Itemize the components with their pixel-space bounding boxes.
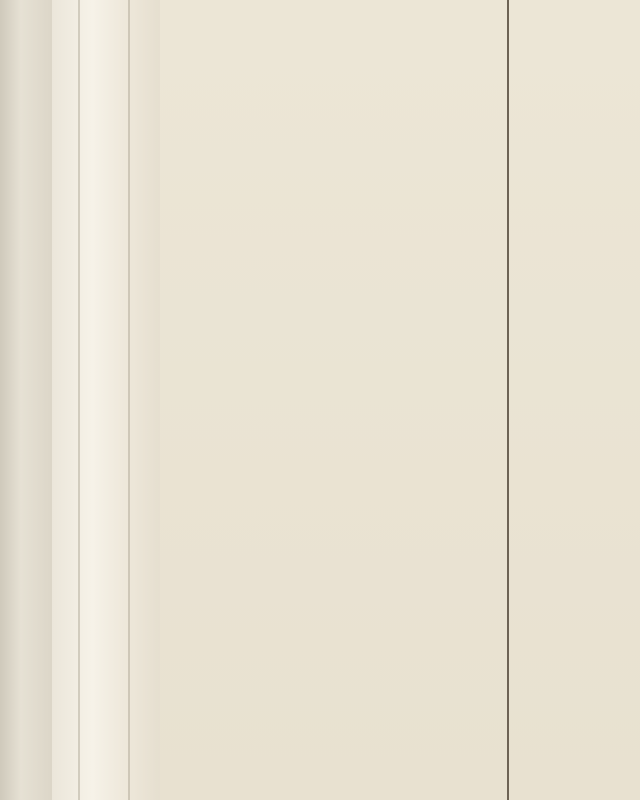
fold-crease bbox=[78, 0, 80, 800]
adjacent-column bbox=[512, 0, 640, 800]
fold-crease bbox=[128, 0, 130, 800]
column-rule bbox=[507, 0, 509, 800]
page-fold bbox=[52, 0, 167, 800]
adjacent-page-fragments bbox=[0, 0, 18, 800]
article-column bbox=[166, 0, 504, 800]
